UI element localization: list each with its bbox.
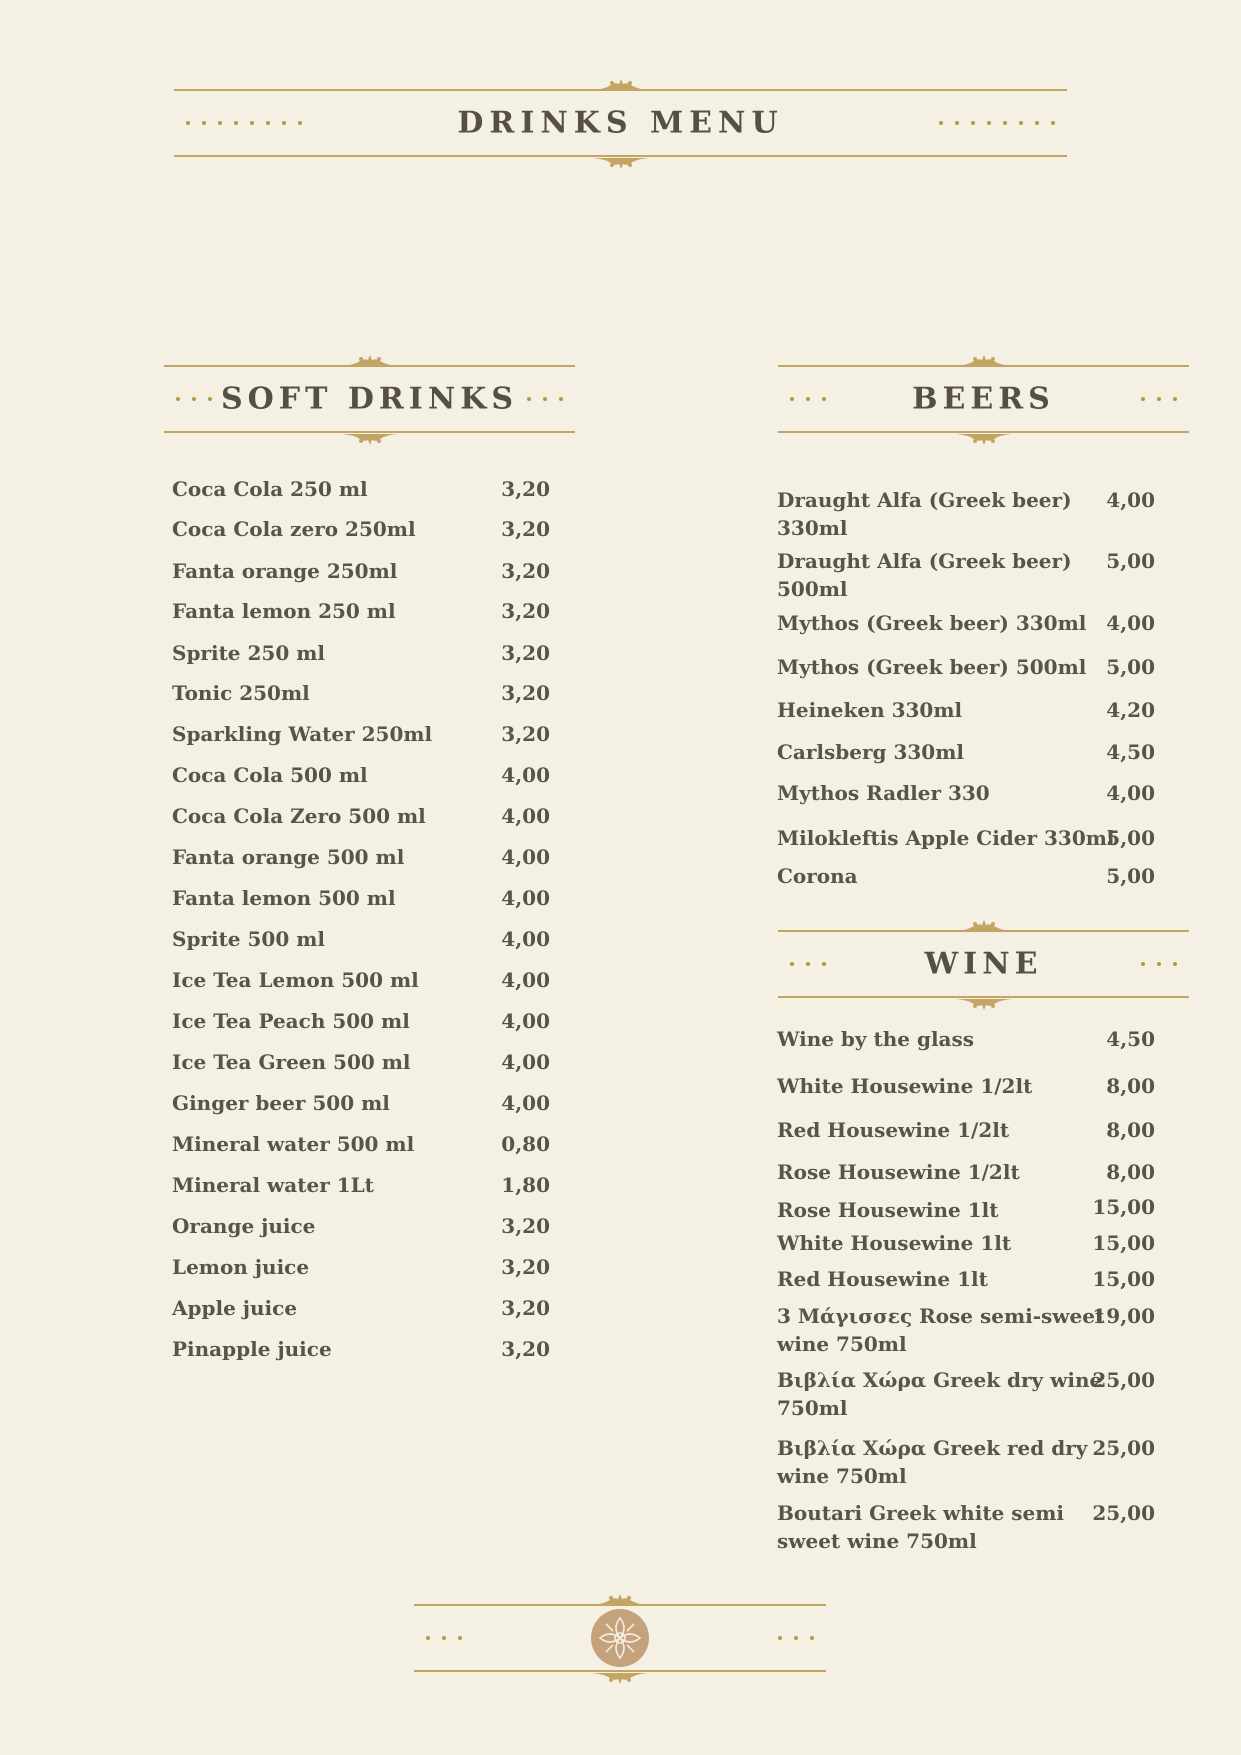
- item-name: Mythos (Greek beer) 330ml: [777, 611, 1087, 635]
- item-price: 4,50: [1106, 740, 1155, 764]
- decorative-dots: [426, 1636, 462, 1640]
- flourish-ornament-icon: [589, 157, 653, 171]
- item-name: Draught Alfa (Greek beer) 500ml: [777, 549, 1072, 601]
- item-name: Boutari Greek white semi sweet wine 750ml: [777, 1501, 1064, 1553]
- item-price: 3,20: [501, 1337, 550, 1361]
- item-name: Heineken 330ml: [777, 698, 963, 722]
- flourish-ornament-icon: [952, 433, 1016, 447]
- item-price: 3,20: [501, 641, 550, 665]
- item-price: 3,20: [501, 1214, 550, 1238]
- item-price: 15,00: [1092, 1231, 1155, 1255]
- item-name: Sprite 500 ml: [172, 927, 325, 951]
- item-name: Pinapple juice: [172, 1337, 332, 1361]
- item-name: Fanta lemon 250 ml: [172, 599, 396, 623]
- item-price: 4,00: [1106, 781, 1155, 805]
- item-name: Coca Cola 250 ml: [172, 477, 368, 501]
- item-name: Coca Cola Zero 500 ml: [172, 804, 426, 828]
- item-name: Coca Cola zero 250ml: [172, 517, 416, 541]
- item-price: 4,20: [1106, 698, 1155, 722]
- item-name: Draught Alfa (Greek beer) 330ml: [777, 488, 1072, 540]
- drinks-menu-banner: [174, 89, 1067, 157]
- item-price: 4,00: [501, 1009, 550, 1033]
- item-price: 3,20: [501, 1255, 550, 1279]
- item-name: Mineral water 500 ml: [172, 1132, 415, 1156]
- flourish-ornament-icon: [952, 918, 1016, 932]
- item-name: Corona: [777, 864, 858, 888]
- item-name: Ice Tea Peach 500 ml: [172, 1009, 410, 1033]
- item-price: 1,80: [501, 1173, 550, 1197]
- item-name: Carlsberg 330ml: [777, 740, 964, 764]
- item-name: Ice Tea Lemon 500 ml: [172, 968, 419, 992]
- item-name: Lemon juice: [172, 1255, 310, 1279]
- item-price: 4,00: [501, 804, 550, 828]
- item-name: White Housewine 1/2lt: [777, 1074, 1033, 1098]
- item-name: Rose Housewine 1/2lt: [777, 1160, 1020, 1184]
- item-price: 4,00: [501, 845, 550, 869]
- flourish-ornament-icon: [952, 353, 1016, 367]
- item-price: 8,00: [1106, 1118, 1155, 1142]
- footer-banner: [414, 1604, 826, 1672]
- item-price: 15,00: [1092, 1195, 1155, 1219]
- item-name: Red Housewine 1/2lt: [777, 1118, 1010, 1142]
- item-name: Βιβλία Χώρα Greek dry wine 750ml: [777, 1368, 1103, 1420]
- item-price: 8,00: [1106, 1074, 1155, 1098]
- item-name: Mineral water 1Lt: [172, 1173, 374, 1197]
- flourish-ornament-icon: [589, 77, 653, 91]
- flourish-ornament-icon: [588, 1672, 652, 1686]
- flourish-ornament-icon: [338, 433, 402, 447]
- item-price: 8,00: [1106, 1160, 1155, 1184]
- item-price: 4,00: [501, 886, 550, 910]
- item-price: 3,20: [501, 722, 550, 746]
- item-price: 25,00: [1092, 1501, 1155, 1525]
- item-name: Fanta lemon 500 ml: [172, 886, 396, 910]
- item-name: Ice Tea Green 500 ml: [172, 1050, 411, 1074]
- item-name: Sparkling Water 250ml: [172, 722, 433, 746]
- item-name: Fanta orange 500 ml: [172, 845, 405, 869]
- item-name: Mythos (Greek beer) 500ml: [777, 655, 1087, 679]
- item-name: Orange juice: [172, 1214, 316, 1238]
- item-price: 3,20: [501, 599, 550, 623]
- section-title-beers: BEERS: [912, 381, 1055, 417]
- item-price: 3,20: [501, 1296, 550, 1320]
- item-price: 4,00: [1106, 488, 1155, 512]
- item-price: 3,20: [501, 477, 550, 501]
- item-price: 4,00: [501, 968, 550, 992]
- page-title: DRINKS MENU: [457, 105, 784, 141]
- section-title-wine: WINE: [924, 946, 1043, 982]
- item-price: 15,00: [1092, 1267, 1155, 1291]
- item-price: 4,00: [1106, 611, 1155, 635]
- section-title-soft-drinks: SOFT DRINKS: [220, 381, 518, 417]
- item-price: 5,00: [1106, 864, 1155, 888]
- decorative-dots: [778, 1636, 814, 1640]
- item-price: 5,00: [1106, 826, 1155, 850]
- item-price: 19,00: [1092, 1304, 1155, 1328]
- item-name: Fanta orange 250ml: [172, 559, 398, 583]
- item-price: 25,00: [1092, 1368, 1155, 1392]
- item-name: Milokleftis Apple Cider 330ml: [777, 826, 1115, 850]
- item-name: Wine by the glass: [777, 1027, 975, 1051]
- flourish-ornament-icon: [338, 353, 402, 367]
- item-price: 4,00: [501, 1050, 550, 1074]
- item-name: Sprite 250 ml: [172, 641, 325, 665]
- item-name: Rose Housewine 1lt: [777, 1198, 999, 1222]
- item-name: Βιβλία Χώρα Greek red dry wine 750ml: [777, 1436, 1088, 1488]
- item-price: 5,00: [1106, 655, 1155, 679]
- item-price: 5,00: [1106, 549, 1155, 573]
- item-price: 25,00: [1092, 1436, 1155, 1460]
- soft-drinks-banner: [164, 365, 575, 433]
- wine-banner: [778, 930, 1189, 998]
- item-name: Apple juice: [172, 1296, 298, 1320]
- item-price: 4,50: [1106, 1027, 1155, 1051]
- item-name: 3 Μάγισσες Rose semi-sweet wine 750ml: [777, 1304, 1105, 1356]
- item-name: Tonic 250ml: [172, 681, 310, 705]
- flower-emblem-icon: [591, 1609, 649, 1667]
- flourish-ornament-icon: [588, 1592, 652, 1606]
- item-name: Ginger beer 500 ml: [172, 1091, 390, 1115]
- item-price: 0,80: [501, 1132, 550, 1156]
- item-price: 4,00: [501, 1091, 550, 1115]
- item-name: Red Housewine 1lt: [777, 1267, 988, 1291]
- item-price: 3,20: [501, 559, 550, 583]
- item-price: 3,20: [501, 517, 550, 541]
- item-price: 4,00: [501, 763, 550, 787]
- item-price: 4,00: [501, 927, 550, 951]
- item-name: Coca Cola 500 ml: [172, 763, 368, 787]
- item-name: White Housewine 1lt: [777, 1231, 1012, 1255]
- item-name: Mythos Radler 330: [777, 781, 990, 805]
- item-price: 3,20: [501, 681, 550, 705]
- flourish-ornament-icon: [952, 998, 1016, 1012]
- beers-banner: [778, 365, 1189, 433]
